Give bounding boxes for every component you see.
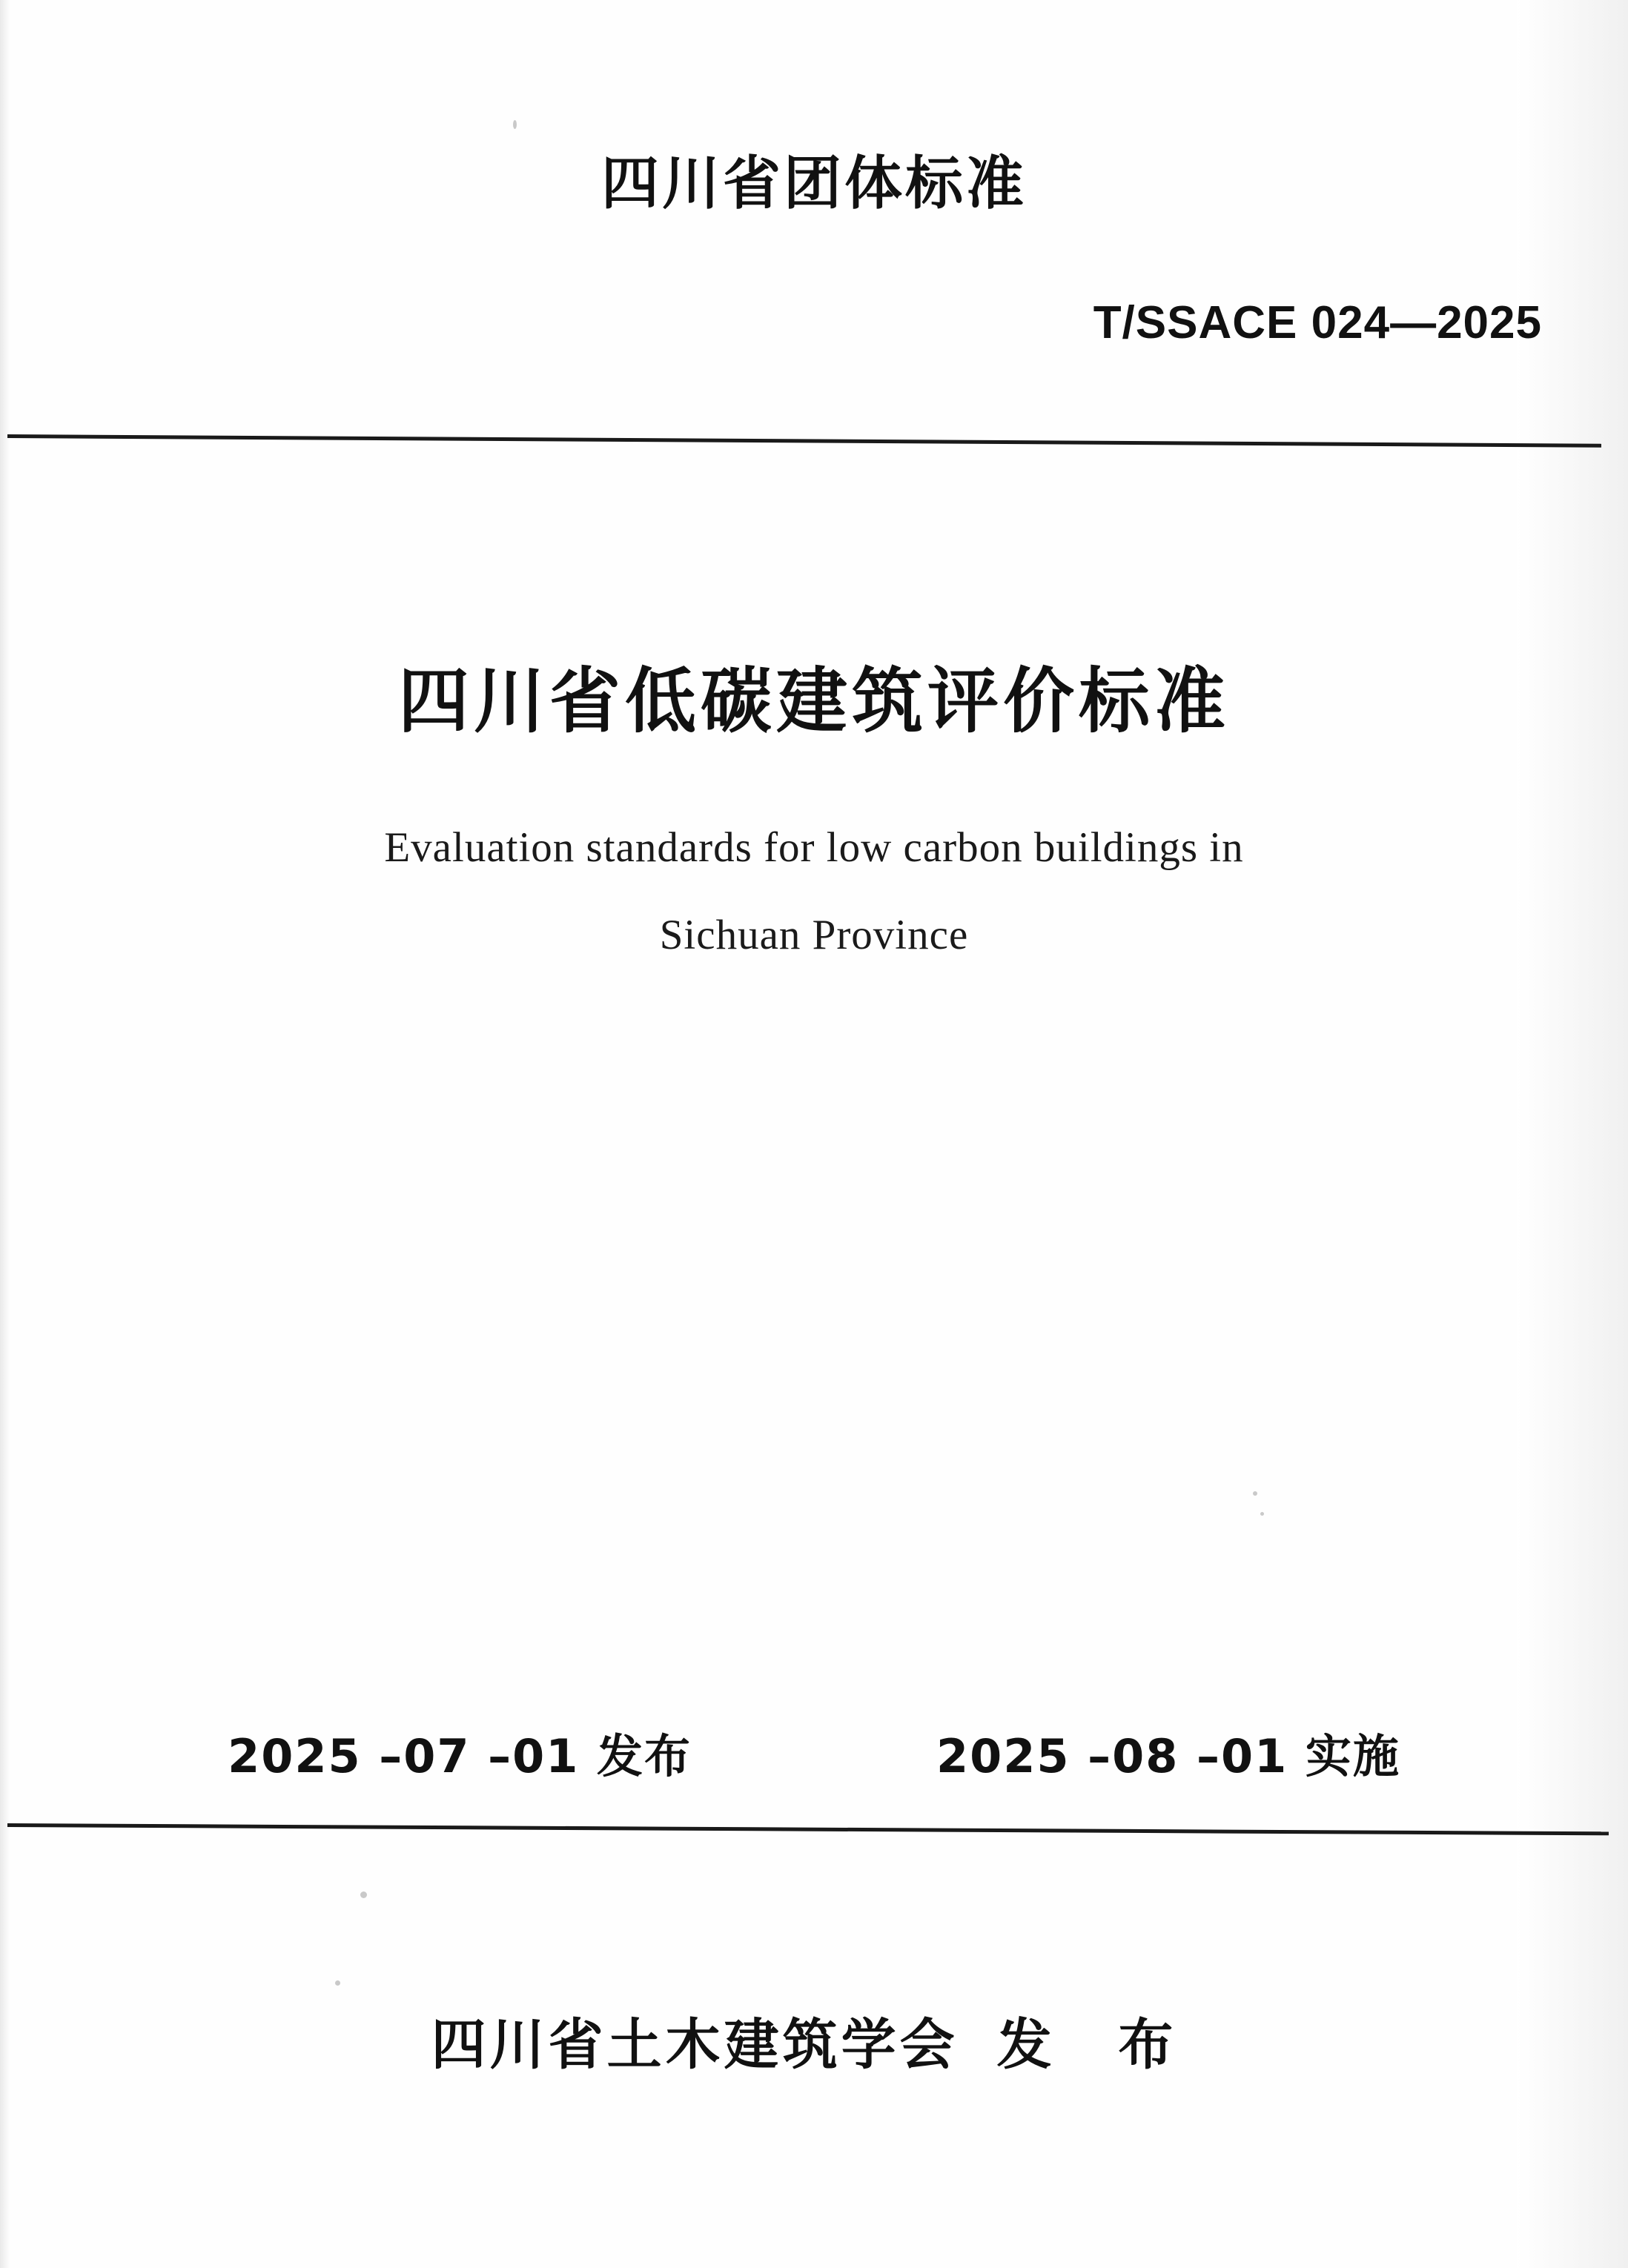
issue-date: 2025 –07 –01 发布	[228, 1729, 692, 1783]
english-subtitle	[0, 804, 1628, 979]
scan-speck	[1260, 1512, 1264, 1516]
dates-row	[0, 1720, 1628, 1785]
scan-speck	[335, 1980, 340, 1986]
footer-divider-rule	[7, 1823, 1609, 1835]
page-title: 四川省低碳建筑评价标准	[398, 660, 1230, 743]
header-divider-rule	[7, 434, 1601, 448]
publisher-name: 四川省土木建筑学会	[431, 2013, 959, 2077]
standard-number: T/SSACE 024—2025	[1093, 297, 1542, 348]
scan-speck	[360, 1891, 367, 1898]
effective-date: 2025 –08 –01 实施	[936, 1729, 1400, 1783]
publisher-line	[0, 2001, 1628, 2080]
english-subtitle-line-1: Evaluation standards for low carbon buildings in	[384, 824, 1244, 871]
standard-type-heading: 四川省团体标准	[600, 150, 1027, 217]
scan-speck	[513, 120, 517, 129]
scan-speck	[1253, 1491, 1257, 1496]
english-subtitle-line-2: Sichuan Province	[659, 912, 969, 958]
publisher-action: 发 布	[996, 2013, 1197, 2077]
